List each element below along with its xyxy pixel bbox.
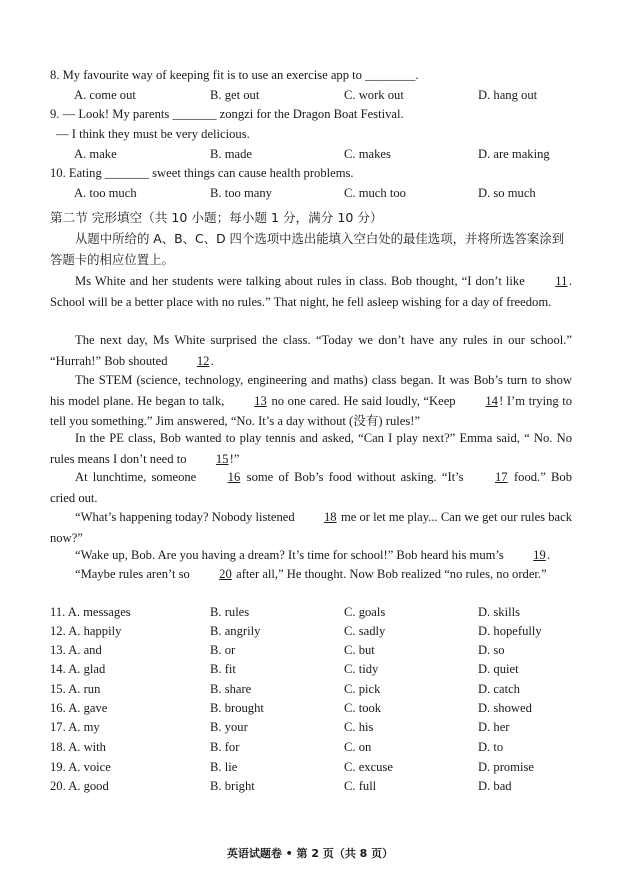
q19-option-b: B. lie bbox=[210, 760, 238, 774]
blank-15: 15 bbox=[215, 451, 229, 466]
q16-option-d: D. showed bbox=[478, 701, 532, 715]
passage-paragraph-5: At lunchtime, someone 16 some of Bob’s food without asking. “It’s 17 food.” Bob cried out. bbox=[50, 467, 572, 508]
q20-option-b: B. bright bbox=[210, 779, 255, 793]
blank-16: 16 bbox=[227, 470, 241, 484]
q8-option-b: B. get out bbox=[210, 88, 260, 102]
q11-option-a: 11. A. messages bbox=[50, 605, 131, 619]
q15-option-a: 15. A. run bbox=[50, 682, 101, 696]
q17-option-b: B. your bbox=[210, 720, 248, 734]
q14-option-b: B. fit bbox=[210, 662, 236, 676]
q14-option-a: 14. A. glad bbox=[50, 662, 106, 676]
q20-option-d: D. bad bbox=[478, 779, 512, 793]
q20-option-c: C. full bbox=[344, 779, 377, 793]
q20-option-a: 20. A. good bbox=[50, 779, 109, 793]
q11-option-c: C. goals bbox=[344, 605, 386, 619]
q15-option-c: C. pick bbox=[344, 682, 381, 696]
q14-option-c: C. tidy bbox=[344, 662, 379, 676]
question-10-stem: 10. Eating _______ sweet things can cause health problems. bbox=[50, 166, 354, 180]
q18-option-c: C. on bbox=[344, 740, 372, 754]
q18-option-b: B. for bbox=[210, 740, 240, 754]
q13-option-b: B. or bbox=[210, 643, 236, 657]
section-title: 第二节 完形填空（共 10 小题；每小题 1 分，满分 10 分） bbox=[50, 210, 383, 225]
passage-paragraph-7: “Wake up, Bob. Are you having a dream? It’s time for school!” Bob heard his mum’s 19. bbox=[50, 545, 572, 566]
passage-paragraph-2: The next day, Ms White surprised the class. “Today we don’t have any rules in our school.” “Hurrah!” Bob shouted 12. bbox=[50, 330, 572, 371]
q10-option-c: C. much too bbox=[344, 186, 406, 200]
q15-option-d: D. catch bbox=[478, 682, 520, 696]
question-9-reply: — I think they must be very delicious. bbox=[56, 127, 250, 141]
q19-option-d: D. promise bbox=[478, 760, 534, 774]
q18-option-d: D. to bbox=[478, 740, 504, 754]
q16-option-a: 16. A. gave bbox=[50, 701, 108, 715]
q11-option-d: D. skills bbox=[478, 605, 520, 619]
section-instruction: 从题中所给的 A、B、C、D 四个选项中选出能填入空白处的最佳选项，并将所选答案涂到答题卡的相应位置上。 bbox=[50, 231, 565, 267]
passage-paragraph-1: Ms White and her students were talking about rules in class. Bob thought, “I don’t like 11. School will be a better place with no rules.” That night, he fell asleep wishing for a day of freedom. bbox=[50, 271, 572, 312]
blank-19: 19 bbox=[533, 548, 546, 562]
q19-option-a: 19. A. voice bbox=[50, 760, 111, 774]
q13-option-a: 13. A. and bbox=[50, 643, 102, 657]
q9-option-b: B. made bbox=[210, 147, 252, 161]
passage-paragraph-3: The STEM (science, technology, engineering and maths) class began. It was Bob’s turn to show his model plane. He began to talk, 13 no one cared. He said loudly, “Keep 14! I’m trying to tell you something.” Jim answered, “No. It’s a day without (没有) rules!” bbox=[50, 373, 573, 429]
q9-option-c: C. makes bbox=[344, 147, 391, 161]
q8-option-c: C. work out bbox=[344, 88, 404, 102]
q15-option-b: B. share bbox=[210, 682, 252, 696]
q11-option-b: B. rules bbox=[210, 605, 250, 619]
question-8-stem: 8. My favourite way of keeping fit is to use an exercise app to ________. bbox=[50, 68, 419, 82]
q14-option-d: D. quiet bbox=[478, 662, 519, 676]
q13-option-d: D. so bbox=[478, 643, 505, 657]
q9-option-a: A. make bbox=[74, 147, 117, 161]
q12-option-a: 12. A. happily bbox=[50, 624, 122, 638]
q13-option-c: C. but bbox=[344, 643, 375, 657]
blank-11: 11 bbox=[555, 274, 568, 288]
q12-option-d: D. hopefully bbox=[478, 624, 542, 638]
q12-option-c: C. sadly bbox=[344, 624, 386, 638]
q8-option-d: D. hang out bbox=[478, 88, 538, 102]
passage-paragraph-4: In the PE class, Bob wanted to play tennis and asked, “Can I play next?” Emma said, “ No. No rules means I don’t need to 15!” bbox=[50, 428, 572, 469]
q8-option-a: A. come out bbox=[74, 88, 136, 102]
blank-20: 20 bbox=[219, 567, 232, 581]
page-footer: 英语试题卷 • 第 2 页（共 8 页） bbox=[226, 847, 394, 860]
q16-option-c: C. took bbox=[344, 701, 382, 715]
q9-option-d: D. are making bbox=[478, 147, 550, 161]
blank-14: 14 bbox=[485, 393, 498, 408]
blank-12: 12 bbox=[196, 353, 210, 368]
q19-option-c: C. excuse bbox=[344, 760, 393, 774]
passage-paragraph-6: “What’s happening today? Nobody listened 18 me or let me play... Can we get our rules back now?” bbox=[50, 507, 572, 548]
q10-option-a: A. too much bbox=[74, 186, 137, 200]
q10-option-b: B. too many bbox=[210, 186, 272, 200]
q10-option-d: D. so much bbox=[478, 186, 536, 200]
q16-option-b: B. brought bbox=[210, 701, 264, 715]
q17-option-c: C. his bbox=[344, 720, 374, 734]
blank-17: 17 bbox=[494, 470, 508, 484]
question-9-stem: 9. — Look! My parents _______ zongzi for the Dragon Boat Festival. bbox=[50, 107, 404, 121]
q17-option-d: D. her bbox=[478, 720, 510, 734]
q12-option-b: B. angrily bbox=[210, 624, 261, 638]
passage-paragraph-8: “Maybe rules aren’t so 20 after all,” He thought. Now Bob realized “no rules, no order.” bbox=[50, 564, 572, 585]
blank-13: 13 bbox=[254, 393, 267, 408]
q18-option-a: 18. A. with bbox=[50, 740, 106, 754]
q17-option-a: 17. A. my bbox=[50, 720, 100, 734]
blank-18: 18 bbox=[324, 510, 337, 524]
